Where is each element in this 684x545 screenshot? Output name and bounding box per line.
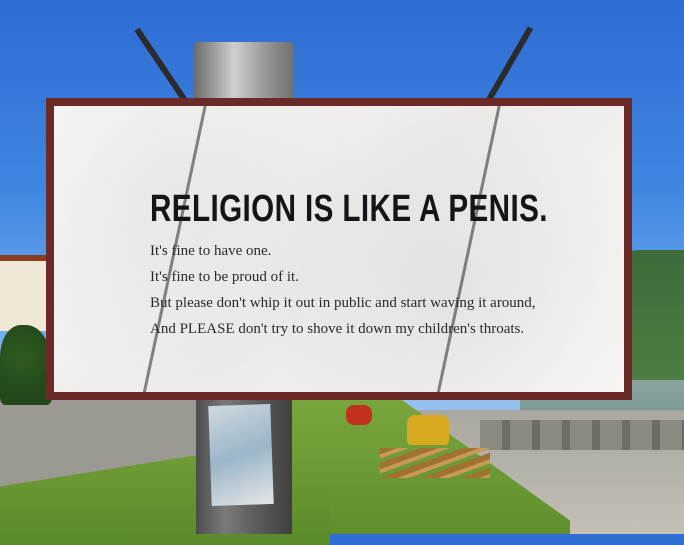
wood-pile	[380, 448, 490, 478]
billboard-line-3: But please don't whip it out in public and start waving it around,	[150, 295, 536, 311]
yellow-car	[407, 415, 449, 445]
house	[0, 255, 46, 331]
red-car	[346, 405, 372, 425]
tree	[0, 325, 52, 405]
torn-poster	[208, 404, 273, 506]
roadside-wall	[480, 420, 684, 450]
billboard-line-1: It's fine to have one.	[150, 243, 272, 259]
billboard-strut-right	[434, 106, 501, 392]
billboard-line-4: And PLEASE don't try to shove it down my children's throats.	[150, 321, 525, 337]
billboard-sign	[54, 106, 624, 392]
billboard-pole-top	[194, 42, 294, 100]
billboard-line-2: It's fine to be proud of it.	[150, 269, 299, 285]
billboard-headline: RELIGION IS LIKE A PENIS.	[150, 188, 548, 230]
billboard	[46, 98, 632, 400]
